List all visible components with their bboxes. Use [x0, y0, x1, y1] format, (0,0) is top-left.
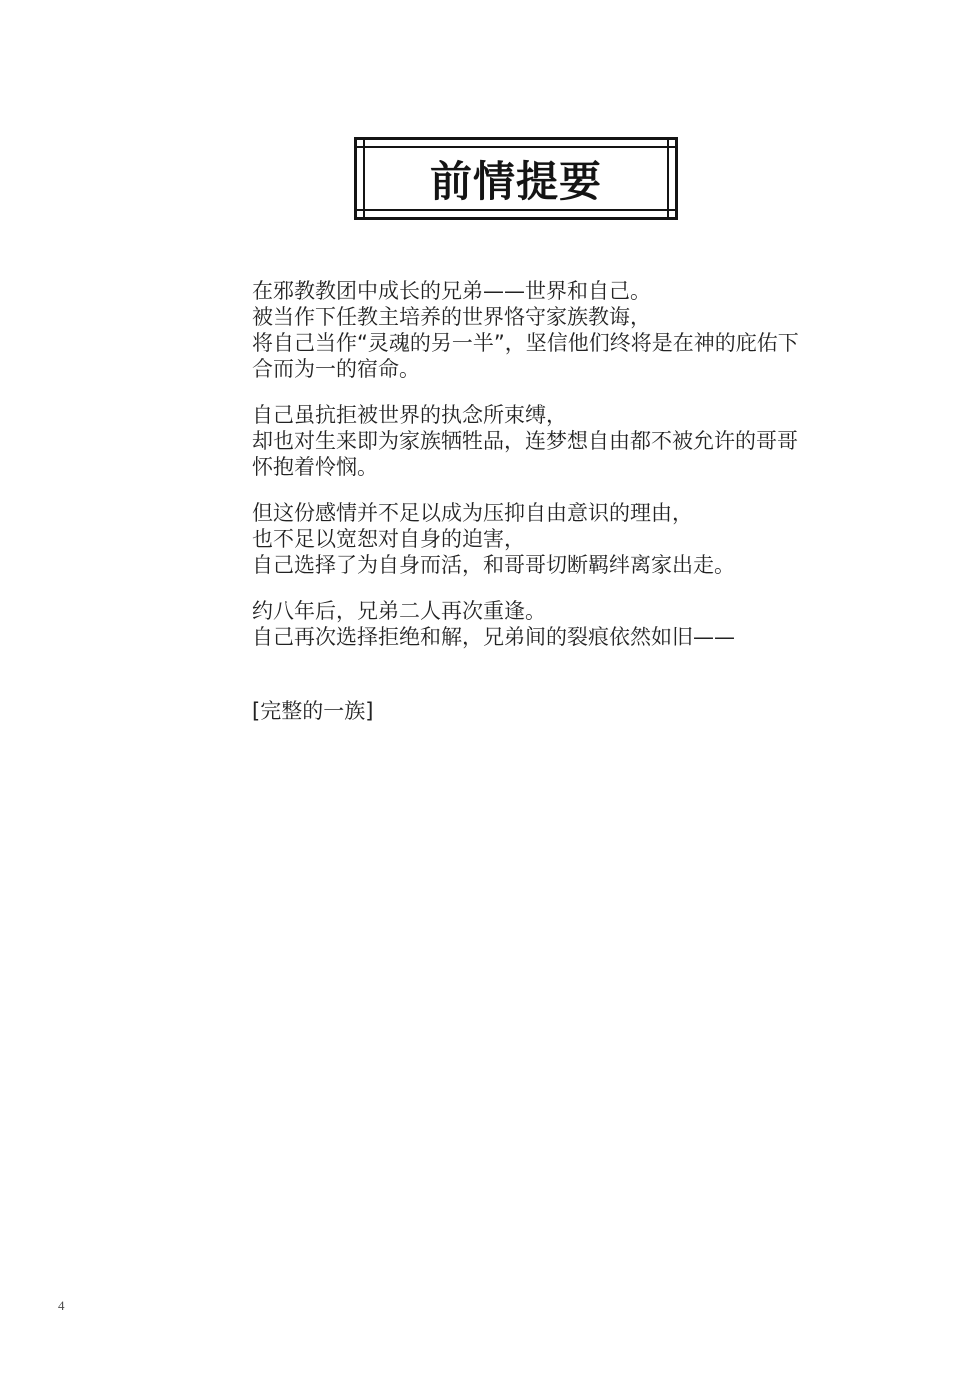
text-line: 合而为一的宿命。: [252, 357, 420, 381]
text-line: 被当作下任教主培养的世界恪守家族教诲，: [252, 305, 651, 329]
synopsis-paragraph-4: [252, 598, 932, 650]
text-line: 自己选择了为自身而活，和哥哥切断羁绊离家出走。: [252, 553, 735, 577]
page-title: 前情提要: [429, 156, 602, 206]
series-tag: [完整的一族]: [252, 699, 374, 723]
text-line: 却也对生来即为家族牺牲品，连梦想自由都不被允许的哥哥: [252, 429, 798, 453]
text-line: 约八年后，兄弟二人再次重逢。: [252, 599, 546, 623]
text-line: 自己虽抗拒被世界的执念所束缚，: [252, 403, 567, 427]
text-line: 怀抱着怜悯。: [252, 455, 378, 479]
text-line: 但这份感情并不足以成为压抑自由意识的理由，: [252, 501, 693, 525]
page-number: 4: [58, 1298, 65, 1313]
text-line: 自己再次选择拒绝和解，兄弟间的裂痕依然如旧——: [252, 625, 735, 649]
text-line: 也不足以宽恕对自身的迫害，: [252, 527, 525, 551]
synopsis-paragraph-3: [252, 500, 932, 578]
title-frame: [354, 137, 678, 220]
synopsis-paragraph-1: [252, 278, 932, 382]
text-line: 在邪教教团中成长的兄弟——世界和自己。: [252, 279, 651, 303]
synopsis-paragraph-2: [252, 402, 932, 480]
text-line: 将自己当作“灵魂的另一半”，坚信他们终将是在神的庇佑下: [252, 331, 799, 355]
synopsis-text: [252, 278, 932, 724]
